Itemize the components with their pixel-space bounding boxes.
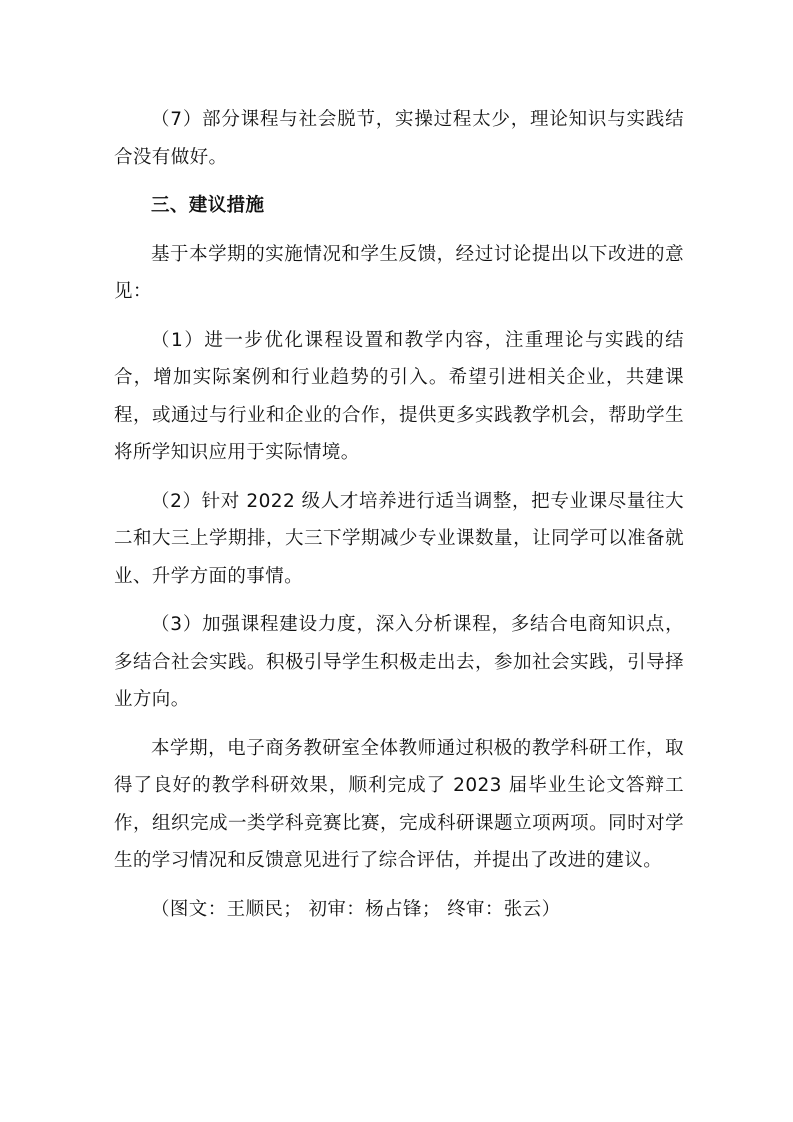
paragraph-item-1: （1）进一步优化课程设置和教学内容，注重理论与实践的结合，增加实际案例和行业趋势的引入。希望引进相关企业，共建课程，或通过与行业和企业的合作，提供更多实践教学机会，帮助学生将所学知识应用于实际情境。 bbox=[114, 329, 684, 463]
paragraph-item-2: （2）针对 2022 级人才培养进行适当调整，把专业课尽量往大二和大三上学期排，大三下学期减少专业课数量，让同学可以准备就业、升学方面的事情。 bbox=[114, 490, 684, 587]
credits-line: （图文：王顺民； 初审：杨占锋； 终审：张云） bbox=[151, 898, 561, 920]
section-heading: 三、建议措施 bbox=[151, 195, 265, 216]
paragraph-intro: 基于本学期的实施情况和学生反馈，经过讨论提出以下改进的意见： bbox=[114, 243, 684, 302]
paragraph-item-3: （3）加强课程建设力度，深入分析课程，多结合电商知识点，多结合社会实践。积极引导学生积极走出去，参加社会实践，引导择业方向。 bbox=[114, 614, 684, 710]
paragraph-item-7: （7）部分课程与社会脱节，实操过程太少，理论知识与实践结合没有做好。 bbox=[114, 109, 684, 168]
paragraph-summary: 本学期，电子商务教研室全体教师通过积极的教学科研工作，取得了良好的教学科研效果，顺利完成了 2023 届毕业生论文答辩工作，组织完成一类学科竞赛比赛，完成科研课题立项两项。同时对学生的学习情况和反馈意见进行了综合评估，并提出了改进的建议。 bbox=[114, 737, 684, 871]
document-body bbox=[114, 101, 684, 928]
